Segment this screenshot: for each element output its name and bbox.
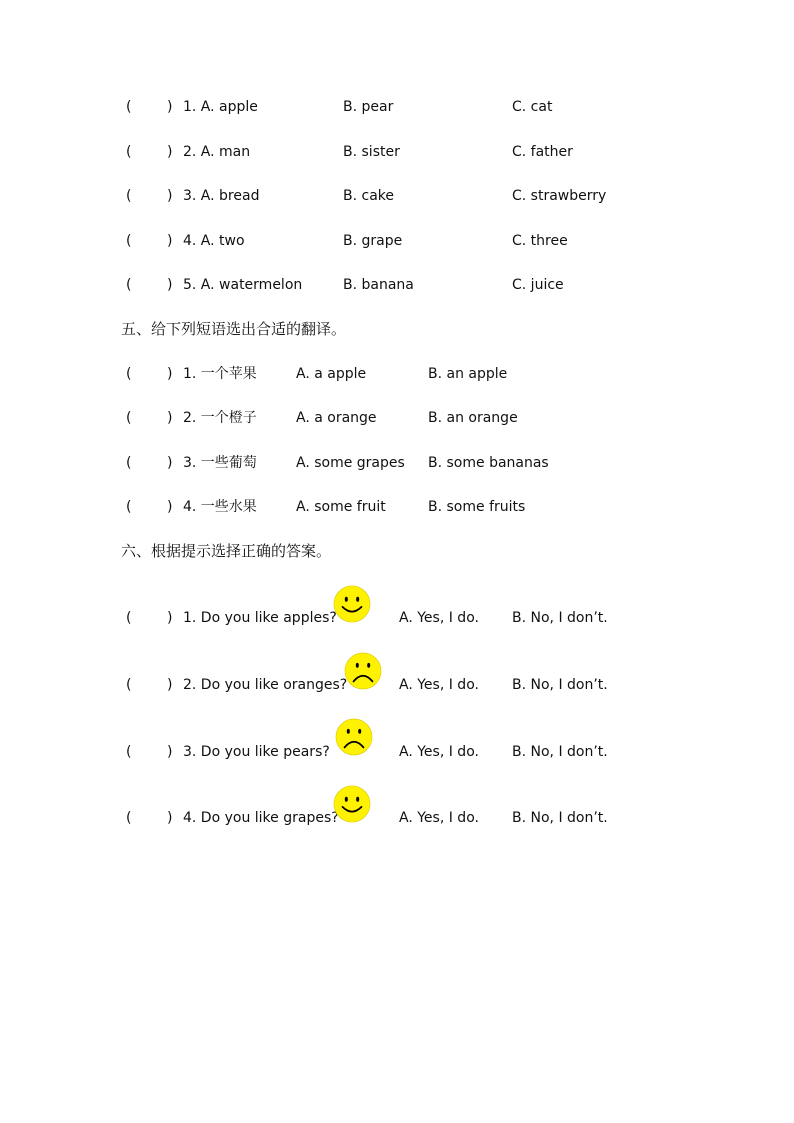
question-row (0, 362, 794, 386)
question-option-a: 3. A. bread (183, 188, 260, 204)
question-option-b: B. some bananas (428, 455, 549, 471)
question-option-a: 1. A. apple (183, 99, 258, 115)
question-option-a: 4. A. two (183, 233, 245, 249)
question-option-b: B. cake (343, 188, 395, 204)
answer-paren-left: ( (126, 810, 132, 826)
question-phrase: 3. 一些葡萄 (183, 455, 257, 471)
question-option-a: A. some grapes (296, 455, 405, 471)
question-option-b: B. banana (343, 277, 414, 293)
question-phrase: 4. 一些水果 (183, 499, 257, 515)
answer-paren-left: ( (126, 610, 132, 626)
question-option-a: 5. A. watermelon (183, 277, 303, 293)
question-option-b: B. No, I don’t. (512, 744, 608, 760)
section-heading: 六、根据提示选择正确的答案。 (121, 542, 332, 560)
question-option-b: B. sister (343, 144, 400, 160)
question-option-b: B. No, I don’t. (512, 677, 608, 693)
question-phrase: 1. 一个苹果 (183, 366, 257, 382)
answer-paren-left: ( (126, 233, 132, 249)
question-text: 1. Do you like apples? (183, 610, 337, 626)
question-option-a: A. Yes, I do. (399, 810, 479, 826)
answer-paren-right: ) (167, 810, 173, 826)
question-option-b: B. pear (343, 99, 394, 115)
question-row (0, 406, 794, 430)
smiley-face-icon (333, 785, 371, 823)
question-option-a: A. Yes, I do. (399, 677, 479, 693)
question-row (0, 140, 794, 164)
question-row (0, 451, 794, 475)
answer-paren-right: ) (167, 744, 173, 760)
question-option-a: A. a orange (296, 410, 377, 426)
frowny-face-icon (344, 652, 382, 690)
answer-paren-left: ( (126, 144, 132, 160)
question-row (0, 229, 794, 253)
question-row (0, 495, 794, 519)
question-option-a: A. Yes, I do. (399, 744, 479, 760)
question-text: 2. Do you like oranges? (183, 677, 348, 693)
question-option-c: C. juice (512, 277, 564, 293)
question-option-c: C. father (512, 144, 573, 160)
question-option-b: B. No, I don’t. (512, 610, 608, 626)
question-option-b: B. some fruits (428, 499, 526, 515)
answer-paren-left: ( (126, 366, 132, 382)
answer-paren-left: ( (126, 410, 132, 426)
question-option-a: A. Yes, I do. (399, 610, 479, 626)
answer-paren-right: ) (167, 499, 173, 515)
question-option-b: B. No, I don’t. (512, 810, 608, 826)
question-option-c: C. three (512, 233, 568, 249)
answer-paren-left: ( (126, 455, 132, 471)
question-option-a: A. some fruit (296, 499, 386, 515)
question-row (0, 606, 794, 630)
smiley-face-icon (333, 585, 371, 623)
question-option-b: B. an orange (428, 410, 518, 426)
question-row (0, 273, 794, 297)
answer-paren-left: ( (126, 188, 132, 204)
answer-paren-right: ) (167, 233, 173, 249)
question-row (0, 673, 794, 697)
question-row (0, 806, 794, 830)
answer-paren-right: ) (167, 188, 173, 204)
answer-paren-left: ( (126, 677, 132, 693)
answer-paren-left: ( (126, 499, 132, 515)
question-row (0, 95, 794, 119)
answer-paren-right: ) (167, 455, 173, 471)
question-text: 4. Do you like grapes? (183, 810, 339, 826)
question-text: 3. Do you like pears? (183, 744, 330, 760)
answer-paren-left: ( (126, 744, 132, 760)
answer-paren-right: ) (167, 277, 173, 293)
question-option-b: B. an apple (428, 366, 508, 382)
question-option-a: A. a apple (296, 366, 367, 382)
answer-paren-right: ) (167, 610, 173, 626)
answer-paren-left: ( (126, 99, 132, 115)
question-option-c: C. cat (512, 99, 553, 115)
question-phrase: 2. 一个橙子 (183, 410, 257, 426)
answer-paren-right: ) (167, 99, 173, 115)
question-option-a: 2. A. man (183, 144, 251, 160)
section-heading: 五、给下列短语选出合适的翻译。 (121, 320, 347, 338)
answer-paren-right: ) (167, 410, 173, 426)
question-row (0, 184, 794, 208)
question-row (0, 740, 794, 764)
frowny-face-icon (335, 718, 373, 756)
answer-paren-right: ) (167, 677, 173, 693)
question-option-b: B. grape (343, 233, 403, 249)
answer-paren-right: ) (167, 366, 173, 382)
answer-paren-left: ( (126, 277, 132, 293)
answer-paren-right: ) (167, 144, 173, 160)
question-option-c: C. strawberry (512, 188, 607, 204)
